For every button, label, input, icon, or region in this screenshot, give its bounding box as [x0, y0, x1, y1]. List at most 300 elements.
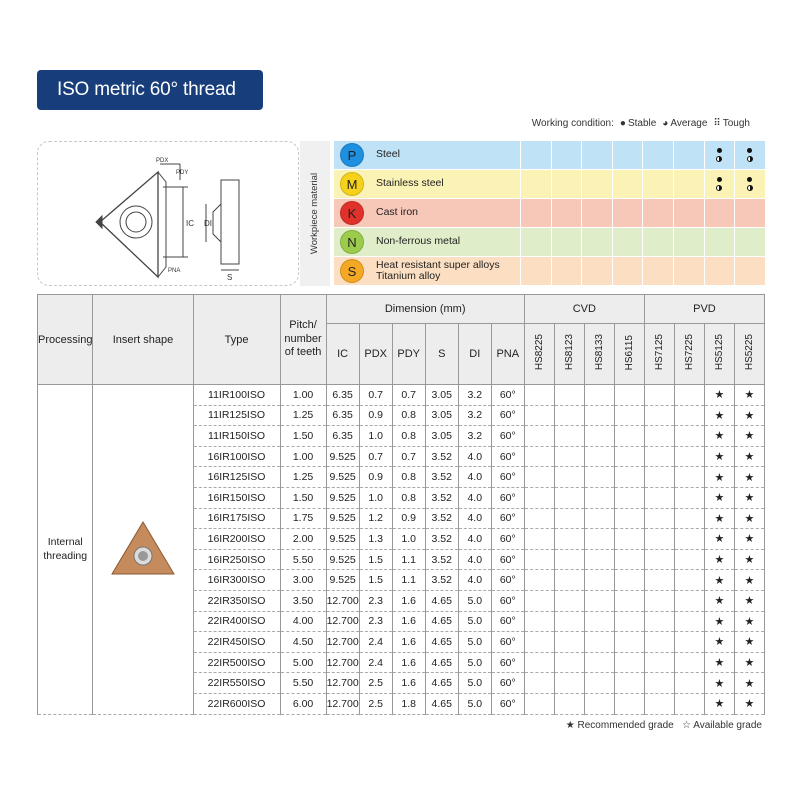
cell-s: 3.52 [425, 570, 458, 591]
grade-cell [524, 673, 554, 694]
grade-cell: ★ [734, 508, 764, 529]
grade-cell [554, 446, 584, 467]
grade-col-header: HS8133 [584, 324, 614, 385]
cell-ic: 9.525 [326, 529, 359, 550]
cell-pitch: 1.75 [280, 508, 326, 529]
cell-di: 4.0 [458, 570, 491, 591]
material-grade-cell [551, 170, 582, 198]
ic-label: IC [186, 219, 194, 228]
cell-type: 11IR125ISO [193, 405, 280, 426]
grade-cell [674, 508, 704, 529]
grade-col-header: HS5125 [704, 324, 734, 385]
cell-pdy: 0.7 [392, 385, 425, 406]
cell-ic: 12.700 [326, 673, 359, 694]
material-label: Cast iron [376, 206, 419, 219]
material-grade-cell [612, 141, 643, 169]
cell-di: 5.0 [458, 652, 491, 673]
grade-cell [554, 508, 584, 529]
grade-cell [644, 673, 674, 694]
cell-ic: 6.35 [326, 385, 359, 406]
grade-col-header: HS8225 [524, 324, 554, 385]
cell-type: 11IR100ISO [193, 385, 280, 406]
cell-s: 4.65 [425, 632, 458, 653]
cell-pdx: 0.7 [359, 385, 392, 406]
cell-ic: 12.700 [326, 632, 359, 653]
grade-cell [524, 570, 554, 591]
grade-cell [584, 632, 614, 653]
grade-cell [584, 446, 614, 467]
grade-cell [524, 508, 554, 529]
grade-cell [524, 385, 554, 406]
cell-s: 4.65 [425, 693, 458, 714]
cell-pna: 60° [491, 570, 524, 591]
cell-pdx: 1.5 [359, 549, 392, 570]
grade-cell [644, 652, 674, 673]
dimension-col-header: PDY [392, 324, 425, 385]
processing-cell: Internal threading [38, 385, 93, 715]
cell-s: 4.65 [425, 590, 458, 611]
cell-pdx: 2.3 [359, 590, 392, 611]
grade-cell: ★ [734, 487, 764, 508]
cell-pna: 60° [491, 693, 524, 714]
material-grade-cell [520, 170, 551, 198]
grade-cell [614, 405, 644, 426]
type-header: Type [193, 295, 280, 385]
cell-pitch: 5.50 [280, 673, 326, 694]
working-condition-icon [747, 177, 753, 191]
cell-type: 11IR150ISO [193, 426, 280, 447]
grade-legend [566, 720, 762, 731]
grade-cell [644, 693, 674, 714]
grade-cell: ★ [704, 446, 734, 467]
material-label: Stainless steel [376, 177, 444, 190]
pdy-label: PDY [176, 170, 189, 176]
grade-cell [584, 590, 614, 611]
material-grade-cell [673, 257, 704, 285]
material-row [334, 257, 765, 286]
cell-pitch: 1.25 [280, 467, 326, 488]
cell-pdy: 0.8 [392, 467, 425, 488]
processing-header: Processing [38, 295, 93, 385]
cell-di: 5.0 [458, 590, 491, 611]
grade-cell [614, 549, 644, 570]
grade-cell [524, 693, 554, 714]
grade-cell [524, 611, 554, 632]
material-grade-cell [704, 199, 735, 227]
cell-ic: 6.35 [326, 426, 359, 447]
material-grade-cell [734, 141, 765, 169]
cell-ic: 9.525 [326, 467, 359, 488]
grade-cell [614, 385, 644, 406]
grade-cell [644, 632, 674, 653]
cell-s: 3.52 [425, 446, 458, 467]
cell-pdx: 0.9 [359, 467, 392, 488]
material-grade-cell [673, 228, 704, 256]
cell-type: 16IR300ISO [193, 570, 280, 591]
grade-cell: ★ [704, 405, 734, 426]
grade-cell [674, 426, 704, 447]
cell-pitch: 3.50 [280, 590, 326, 611]
cell-pdy: 0.8 [392, 426, 425, 447]
cell-s: 3.52 [425, 508, 458, 529]
grade-cell [614, 487, 644, 508]
insert-shape-cell [93, 385, 193, 715]
grade-cell [584, 385, 614, 406]
cell-s: 3.05 [425, 385, 458, 406]
cell-pna: 60° [491, 549, 524, 570]
material-grade-cell [551, 257, 582, 285]
cell-pdy: 1.1 [392, 570, 425, 591]
material-grade-cell [581, 257, 612, 285]
grade-cell: ★ [704, 467, 734, 488]
cell-pdx: 0.9 [359, 405, 392, 426]
material-label: Steel [376, 148, 400, 161]
grade-cell [674, 529, 704, 550]
cell-type: 16IR150ISO [193, 487, 280, 508]
material-grade-cell [612, 228, 643, 256]
material-grade-cell [642, 228, 673, 256]
grade-cell [554, 693, 584, 714]
dimension-col-header: PDX [359, 324, 392, 385]
cell-pna: 60° [491, 508, 524, 529]
material-row [334, 141, 765, 170]
material-name [334, 199, 520, 227]
di-label: DI [204, 219, 212, 228]
cell-di: 3.2 [458, 405, 491, 426]
working-condition-legend [532, 118, 750, 129]
material-label: Heat resistant super alloys Titanium alloy [376, 258, 500, 282]
grade-cell: ★ [704, 529, 734, 550]
pna-label: PNA [168, 268, 181, 274]
grade-cell [644, 508, 674, 529]
cell-pna: 60° [491, 590, 524, 611]
insert-image [108, 518, 178, 578]
material-grade-cell [520, 257, 551, 285]
cell-pdx: 1.0 [359, 487, 392, 508]
cell-pna: 60° [491, 632, 524, 653]
cell-ic: 12.700 [326, 693, 359, 714]
cell-type: 16IR125ISO [193, 467, 280, 488]
thread-insert-table [37, 294, 765, 715]
grade-cell: ★ [704, 611, 734, 632]
grade-cell [644, 385, 674, 406]
cell-pitch: 1.50 [280, 426, 326, 447]
grade-cell [644, 611, 674, 632]
cell-pna: 60° [491, 673, 524, 694]
recommended-grade-legend: ★ Recommended grade [565, 720, 674, 731]
grade-cell: ★ [704, 590, 734, 611]
material-letter-badge: M [340, 172, 364, 196]
material-grade-cell [581, 170, 612, 198]
cell-s: 4.65 [425, 673, 458, 694]
grade-cell [524, 405, 554, 426]
grade-cell [554, 673, 584, 694]
cell-type: 22IR600ISO [193, 693, 280, 714]
cell-pdx: 2.5 [359, 673, 392, 694]
material-grade-cell [734, 199, 765, 227]
material-grade-cell [520, 199, 551, 227]
grade-cell [554, 467, 584, 488]
material-letter-badge: P [340, 143, 364, 167]
legend-stable: ● Stable [619, 118, 657, 129]
grade-col-header: HS8123 [554, 324, 584, 385]
available-grade-legend: ☆ Available grade [682, 720, 762, 731]
grade-cell [644, 549, 674, 570]
material-letter-badge: N [340, 230, 364, 254]
cell-type: 16IR100ISO [193, 446, 280, 467]
grade-cell [554, 529, 584, 550]
grade-cell [674, 673, 704, 694]
cell-pdx: 2.4 [359, 652, 392, 673]
material-grade-cell [642, 141, 673, 169]
cell-di: 4.0 [458, 508, 491, 529]
cell-pitch: 1.50 [280, 487, 326, 508]
grade-cell [584, 570, 614, 591]
cell-di: 4.0 [458, 467, 491, 488]
cell-type: 16IR200ISO [193, 529, 280, 550]
grade-cell [674, 446, 704, 467]
grade-cell [554, 632, 584, 653]
pdx-label: PDX [156, 158, 169, 164]
grade-cell [554, 611, 584, 632]
grade-col-header: HS7125 [644, 324, 674, 385]
grade-cell [524, 446, 554, 467]
s-label: S [227, 273, 233, 282]
cell-pdy: 1.6 [392, 632, 425, 653]
material-grade-cell [704, 141, 735, 169]
cell-ic: 9.525 [326, 549, 359, 570]
material-grade-cell [520, 228, 551, 256]
cell-di: 4.0 [458, 529, 491, 550]
grade-cell [554, 549, 584, 570]
material-row [334, 199, 765, 228]
cell-s: 3.52 [425, 487, 458, 508]
grade-cell [524, 590, 554, 611]
cell-s: 3.05 [425, 426, 458, 447]
cell-pdx: 2.5 [359, 693, 392, 714]
cell-pna: 60° [491, 529, 524, 550]
grade-cell [644, 467, 674, 488]
working-condition-icon [747, 148, 753, 162]
cell-ic: 9.525 [326, 570, 359, 591]
material-grade-cell [581, 228, 612, 256]
grade-cell: ★ [704, 487, 734, 508]
grade-cell [584, 487, 614, 508]
grade-cell: ★ [704, 570, 734, 591]
grade-col-header: HS6115 [614, 324, 644, 385]
grade-cell [524, 467, 554, 488]
material-name [334, 228, 520, 256]
cell-ic: 9.525 [326, 508, 359, 529]
grade-cell: ★ [734, 652, 764, 673]
cell-di: 4.0 [458, 549, 491, 570]
cell-pdy: 1.6 [392, 611, 425, 632]
grade-cell: ★ [704, 549, 734, 570]
dimension-col-header: S [425, 324, 458, 385]
grade-cell [554, 426, 584, 447]
cell-pdy: 0.8 [392, 405, 425, 426]
cell-pdx: 1.5 [359, 570, 392, 591]
grade-cell [524, 529, 554, 550]
material-name [334, 257, 520, 285]
cell-type: 22IR350ISO [193, 590, 280, 611]
grade-cell [644, 405, 674, 426]
cell-type: 22IR450ISO [193, 632, 280, 653]
grade-cell: ★ [734, 446, 764, 467]
cell-pdx: 2.4 [359, 632, 392, 653]
material-grade-cell [520, 141, 551, 169]
cell-pna: 60° [491, 611, 524, 632]
grade-cell [554, 652, 584, 673]
grade-cell [584, 405, 614, 426]
cell-pdy: 1.6 [392, 652, 425, 673]
grade-cell [524, 652, 554, 673]
grade-cell [614, 673, 644, 694]
material-grade-cell [551, 141, 582, 169]
cell-pdy: 1.6 [392, 590, 425, 611]
material-letter-badge: K [340, 201, 364, 225]
cell-pitch: 1.25 [280, 405, 326, 426]
grade-cell [614, 529, 644, 550]
cell-ic: 12.700 [326, 611, 359, 632]
cell-di: 3.2 [458, 426, 491, 447]
cell-di: 5.0 [458, 632, 491, 653]
material-grade-cell [734, 170, 765, 198]
material-grade-cell [551, 228, 582, 256]
cell-pna: 60° [491, 652, 524, 673]
material-grade-cell [642, 257, 673, 285]
cell-type: 16IR250ISO [193, 549, 280, 570]
cell-pitch: 1.00 [280, 385, 326, 406]
cvd-header: CVD [524, 295, 644, 324]
cell-ic: 9.525 [326, 487, 359, 508]
cell-pdy: 1.1 [392, 549, 425, 570]
grade-cell: ★ [734, 611, 764, 632]
cell-di: 5.0 [458, 693, 491, 714]
grade-cell [644, 590, 674, 611]
grade-cell [524, 426, 554, 447]
cell-pdy: 0.7 [392, 446, 425, 467]
insert-drawing [38, 142, 300, 287]
material-grade-cell [581, 141, 612, 169]
cell-ic: 12.700 [326, 590, 359, 611]
material-grade-cell [673, 199, 704, 227]
cell-di: 4.0 [458, 487, 491, 508]
grade-cell [584, 693, 614, 714]
grade-cell [614, 611, 644, 632]
insert-dimension-diagram [37, 141, 299, 286]
grade-cell [584, 611, 614, 632]
material-grade-cell [612, 170, 643, 198]
material-grade-cell [673, 170, 704, 198]
cell-pna: 60° [491, 405, 524, 426]
cell-pdx: 1.0 [359, 426, 392, 447]
grade-cell [554, 385, 584, 406]
grade-cell [674, 487, 704, 508]
grade-cell [674, 693, 704, 714]
grade-cell [674, 632, 704, 653]
grade-cell [614, 508, 644, 529]
cell-pitch: 2.00 [280, 529, 326, 550]
workpiece-material-grid [334, 141, 765, 286]
cell-pna: 60° [491, 446, 524, 467]
cell-pdx: 2.3 [359, 611, 392, 632]
grade-cell [584, 508, 614, 529]
cell-type: 22IR550ISO [193, 673, 280, 694]
grade-cell: ★ [704, 632, 734, 653]
cell-type: 22IR500ISO [193, 652, 280, 673]
grade-cell: ★ [734, 385, 764, 406]
dimension-col-header: PNA [491, 324, 524, 385]
material-grade-cell [734, 228, 765, 256]
material-grade-cell [642, 199, 673, 227]
material-grade-cell [612, 257, 643, 285]
grade-cell [584, 652, 614, 673]
cell-di: 5.0 [458, 611, 491, 632]
cell-type: 16IR175ISO [193, 508, 280, 529]
material-grade-cell [704, 170, 735, 198]
cell-s: 3.05 [425, 405, 458, 426]
legend-tough: ⠿ Tough [713, 118, 750, 129]
cell-pdy: 1.8 [392, 693, 425, 714]
cell-ic: 12.700 [326, 652, 359, 673]
grade-cell [614, 467, 644, 488]
cell-pitch: 5.50 [280, 549, 326, 570]
material-grade-cell [581, 199, 612, 227]
grade-cell: ★ [734, 467, 764, 488]
cell-pdy: 1.6 [392, 673, 425, 694]
grade-cell: ★ [734, 693, 764, 714]
workpiece-material-label: Workpiece material [300, 141, 330, 286]
grade-cell [584, 529, 614, 550]
grade-cell [644, 426, 674, 447]
grade-cell [614, 446, 644, 467]
dimension-col-header: DI [458, 324, 491, 385]
material-grade-cell [642, 170, 673, 198]
grade-cell [614, 693, 644, 714]
pvd-header: PVD [644, 295, 764, 324]
grade-cell: ★ [734, 632, 764, 653]
cell-pna: 60° [491, 385, 524, 406]
grade-cell: ★ [734, 529, 764, 550]
grade-cell [614, 570, 644, 591]
cell-pitch: 5.00 [280, 652, 326, 673]
grade-cell [584, 467, 614, 488]
grade-cell: ★ [704, 673, 734, 694]
material-grade-cell [673, 141, 704, 169]
material-letter-badge: S [340, 259, 364, 283]
grade-cell [584, 673, 614, 694]
grade-cell [524, 487, 554, 508]
cell-ic: 9.525 [326, 446, 359, 467]
cell-ic: 6.35 [326, 405, 359, 426]
grade-cell [584, 426, 614, 447]
material-label: Non-ferrous metal [376, 235, 461, 248]
grade-cell [614, 590, 644, 611]
cell-pitch: 6.00 [280, 693, 326, 714]
grade-cell: ★ [704, 652, 734, 673]
grade-cell: ★ [734, 405, 764, 426]
page-title: ISO metric 60° thread [37, 70, 263, 110]
grade-cell [554, 487, 584, 508]
cell-s: 3.52 [425, 529, 458, 550]
cell-di: 4.0 [458, 446, 491, 467]
insert-shape-header: Insert shape [93, 295, 193, 385]
cell-pitch: 4.00 [280, 611, 326, 632]
grade-cell [554, 405, 584, 426]
grade-col-header: HS5225 [734, 324, 764, 385]
legend-label: Working condition: [531, 118, 614, 129]
